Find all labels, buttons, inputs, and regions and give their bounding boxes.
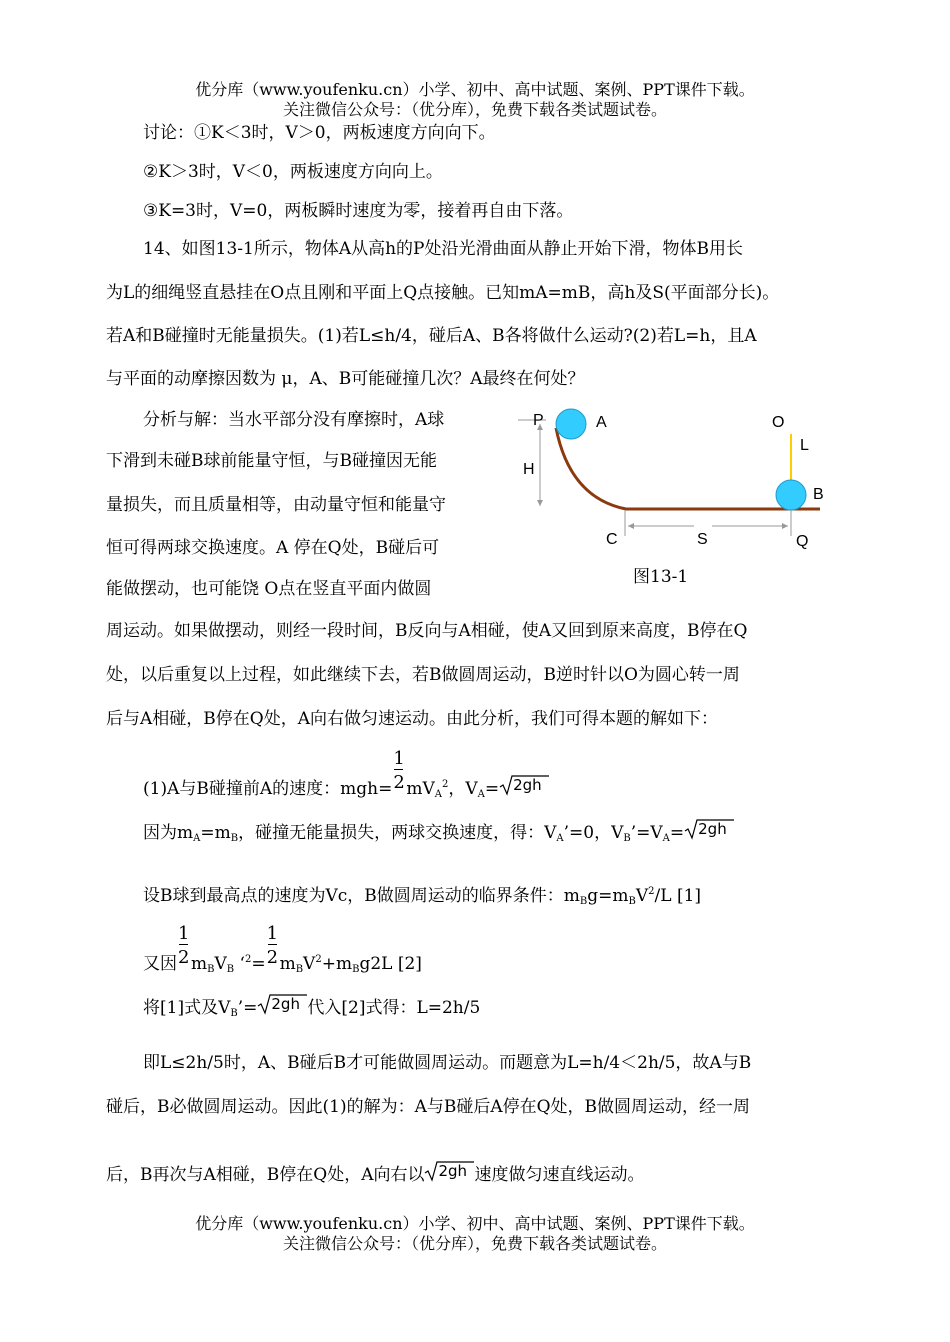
solution-line-4 [143,923,422,981]
s1-m: mV [406,779,435,799]
analysis-line-6: 周运动。如果做摆动，则经一段时间，B反向与A相碰，使A又回到原来高度，B停在Q [106,621,748,641]
s4-v: V [214,954,227,974]
header-line-2: 关注微信公众号：（优分库），免费下载各类试题试卷。 [282,100,667,119]
conclusion-line-3 [106,1160,644,1186]
s4-sup2: 2 [315,954,322,965]
s5-mid: ’= [237,998,258,1018]
sqrt-2gh-4 [424,1160,474,1182]
sqrt-text-2: 2gh [698,820,727,838]
s4-b: B [207,964,215,975]
conclusion-line-1: 即L≤2h/5时，A、B碰后B才可能做圆周运动。而题意为L=h/4＜2h/5，故A与B [143,1053,752,1073]
s2-a: A [193,833,201,844]
s2-text3: ’=V [630,823,663,843]
s1-eq: = [484,779,500,799]
s2-b2: B [623,833,631,844]
s4-b4: B [352,964,360,975]
fig-label-o: O [772,414,785,431]
s2-a3: A [662,833,670,844]
frac-den-3: 2 [266,947,279,968]
s3-sup: 2 [648,886,655,897]
fig-s-arrow-left [628,523,634,529]
s2-text2: ’=0，V [563,823,624,843]
s4-m: m [191,954,208,974]
fig-ball-b [776,480,806,510]
analysis-line-8: 后与A相碰，B停在Q处，A向右做匀速运动。由此分析，我们可得本题的解如下： [106,709,718,729]
discussion-2: ②K＞3时，V＜0，两板速度方向向上。 [143,162,443,182]
s4-m2: m [279,954,296,974]
s3-v: V [635,886,649,906]
footer-line-1: 优分库（www.youfenku.cn）小学、初中、高中试题、案例、PPT课件下载。 [195,1214,755,1233]
sqrt-text-4: 2gh [438,1162,468,1180]
s5-end: 代入[2]式得：L=2h/5 [307,998,481,1018]
s4-end: g2L [2] [359,954,422,974]
solution-line-5 [143,993,480,1025]
frac-num-2: 1 [178,923,190,944]
fig-label-l: L [800,437,809,454]
s3-end: /L [1] [654,886,702,906]
frac-num: 1 [393,748,405,769]
fig-label-a: A [596,414,607,431]
s1-vsub: A [477,789,485,800]
analysis-line-7: 处，以后重复以上过程，如此继续下去，若B做圆周运动，B逆时针以O为圆心转一周 [106,665,740,685]
s4-eq: = [251,954,266,974]
frac-bar-3 [268,944,277,945]
c3-end: 速度做匀速直线运动。 [474,1165,645,1185]
analysis-line-5: 能做摆动，也可能饶 O点在竖直平面内做圆 [106,579,432,599]
figure-caption: 图13-1 [633,567,689,587]
c3-pre: 后，B再次与A相碰，B停在Q处，A向右以 [106,1165,425,1185]
solution-line-2 [143,818,734,850]
fraction-half-3 [266,923,280,969]
fig-label-c: C [606,531,618,548]
header-line-1: 优分库（www.youfenku.cn）小学、初中、高中试题、案例、PPT课件下载。 [195,80,755,99]
sqrt-text: 2gh [513,776,542,794]
s1-pre: (1)A与B碰撞前A的速度：mgh= [143,779,393,799]
fig-label-p: P [533,412,544,429]
s4-b2: B [226,964,235,975]
fig-height-arrow-down [537,500,543,506]
s5-pre: 将[1]式及V [143,998,231,1018]
s2-eq2: = [669,823,685,843]
fraction-half [392,748,406,794]
s4-sup: 2 [244,954,252,965]
sqrt-2gh-3 [257,993,307,1015]
figure-diagram [518,406,828,556]
s4-plus: +m [321,954,353,974]
fraction-half-2 [177,923,191,969]
frac-bar-2 [179,944,188,945]
frac-den-2: 2 [178,947,190,968]
conclusion-line-2: 碰后，B必做圆周运动。因此(1)的解为：A与B碰后A停在Q处，B做圆周运动，经一周 [106,1097,751,1117]
footer-line-2: 关注微信公众号：（优分库），免费下载各类试题试卷。 [282,1234,667,1253]
s4-v2: V [303,954,316,974]
s3-mid: g=m [587,886,629,906]
discussion-3: ③K=3时，V=0，两板瞬时速度为零，接着再自由下落。 [143,201,574,221]
frac-num-3: 1 [266,923,279,944]
solution-line-3 [143,881,701,913]
fig-label-b: B [813,486,824,503]
fig-label-q: Q [796,533,809,550]
analysis-line-4: 恒可得两球交换速度。A 停在Q处，B碰后可 [106,538,440,558]
s1-msup: 2 [441,779,449,790]
s1-comma: ，V [448,779,478,799]
s5-b: B [230,1008,238,1019]
fig-label-h: H [523,461,535,478]
s3-b: B [579,896,588,907]
s2-a2: A [556,833,564,844]
s4-q: ‘ [234,954,245,974]
s2-pre: 因为m [143,823,194,843]
fig-label-s: S [697,531,708,548]
problem-line-1: 14、如图13-1所示，物体A从高h的P处沿光滑曲面从静止开始下滑，物体B用长 [143,239,743,259]
s2-b: B [230,833,239,844]
sqrt-2gh [499,774,549,796]
s4-b3: B [295,964,304,975]
problem-line-3: 若A和B碰撞时无能量损失。(1)若L≤h/4，碰后A、B各将做什么运动?(2)若L=h，且A [106,326,757,346]
s3-pre: 设B球到最高点的速度为Vc，B做圆周运动的临界条件：m [143,886,580,906]
sqrt-2gh-2 [684,818,734,840]
discussion-1: 讨论：①K＜3时，V＞0，两板速度方向向下。 [143,123,496,143]
fig-s-arrow-right [782,523,788,529]
fig-ball-a [556,409,586,439]
frac-bar [394,769,403,770]
problem-line-4: 与平面的动摩擦因数为 μ，A、B可能碰撞几次？A最终在何处？ [106,369,585,389]
s1-msub: A [434,789,442,800]
frac-den: 2 [393,772,405,793]
analysis-line-3: 量损失，而且质量相等，由动量守恒和能量守 [106,495,446,515]
analysis-line-1: 分析与解：当水平部分没有摩擦时，A球 [143,410,445,430]
problem-line-2: 为L的细绳竖直悬挂在O点且刚和平面上Q点接触。已知mA=mB，高h及S(平面部分长)。 [106,283,780,303]
s4-pre: 又因 [143,954,177,974]
s2-eq: =m [200,823,231,843]
figure-13-1 [518,406,828,556]
sqrt-text-3: 2gh [271,995,300,1013]
analysis-line-2: 下滑到未碰B球前能量守恒，与B碰撞因无能 [106,451,437,471]
s3-b2: B [628,896,636,907]
solution-line-1 [143,748,549,806]
s2-text: ，碰撞无能量损失，两球交换速度，得：V [238,823,557,843]
